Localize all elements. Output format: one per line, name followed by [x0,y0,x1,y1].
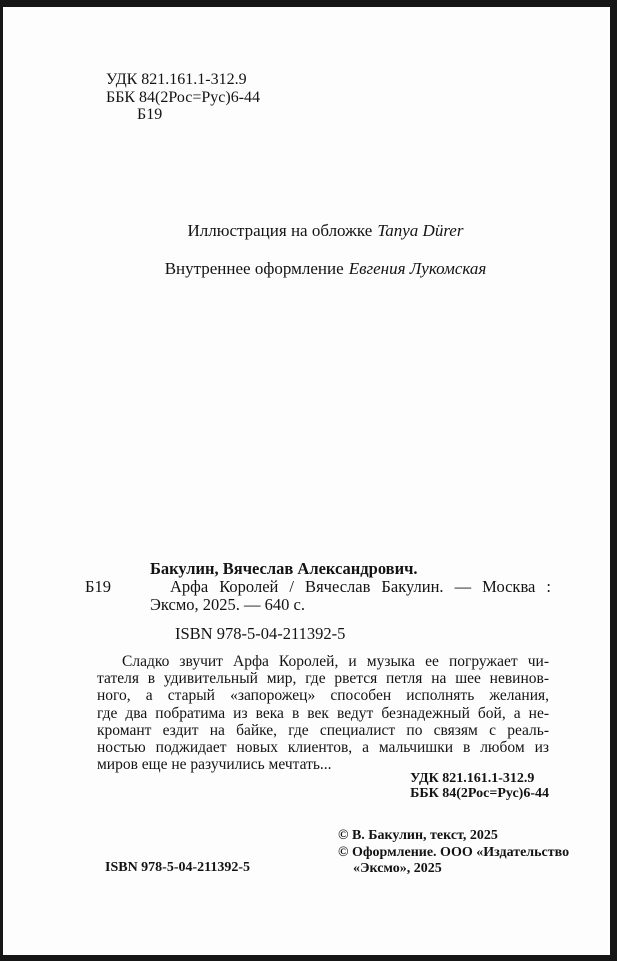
top-codes-block [106,71,260,124]
cover-credit-label: Иллюстрация на обложке [187,221,373,240]
annotation-line: Сладко звучит Арфа Королей, и музыка ее погружает чи- [122,653,549,670]
copyright-line-publisher: «Эксмо», 2025 [353,861,442,876]
catalog-author-code: Б19 [85,577,111,596]
annotation-line: где два побратима из века в век ведут безнадежный бой, а не- [97,704,549,722]
interior-credit-line [41,260,610,278]
catalog-entry-body [150,560,551,614]
copyright-block [338,828,569,878]
bbk-code-bottom: ББК 84(2Рос=Рус)6-44 [410,786,549,802]
bbk-code-top: ББК 84(2Рос=Рус)6-44 [106,88,261,106]
catalog-isbn: ISBN 978-5-04-211392-5 [175,624,346,643]
credits-block [41,222,610,278]
footer-isbn: ISBN 978-5-04-211392-5 [105,860,251,875]
annotation-line: ного, а старый «запорожец» способен исполнять желания, [97,687,549,705]
book-imprint-page [3,7,610,955]
annotation-line: тателя в удивительный мир, где рвется петля на шее невинов- [97,670,549,688]
bottom-codes-block [410,771,549,801]
annotation-line: миров еще не разучились мечтать... [97,756,332,774]
annotation-paragraph [97,653,549,773]
copyright-line-text: © В. Бакулин, текст, 2025 [338,828,498,843]
catalog-imprint-line: Эксмо, 2025. — 640 с. [150,595,305,614]
interior-credit-label: Внутреннее оформление [164,259,344,278]
catalog-entry-block [3,560,610,643]
copyright-line-design: © Оформление. ООО «Издательство [338,844,570,860]
cover-artist-name: Tanya Dürer [377,221,464,240]
catalog-title-line: Арфа Королей / Вячеслав Бакулин. — Москва : [170,577,551,596]
author-code-top: Б19 [137,106,163,123]
annotation-line: ностью поджидает новых клиентов, а мальчишки в любом из [97,739,549,757]
udk-code-top: УДК 821.161.1-312.9 [106,71,247,88]
cover-credit-line [41,222,610,240]
annotation-line: кромант ездит на байке, где специалист по связям с реаль- [97,721,549,739]
catalog-author-heading: Бакулин, Вячеслав Александрович. [150,559,418,578]
udk-code-bottom: УДК 821.161.1-312.9 [410,771,535,786]
interior-designer-name: Евгения Лукомская [348,259,487,278]
